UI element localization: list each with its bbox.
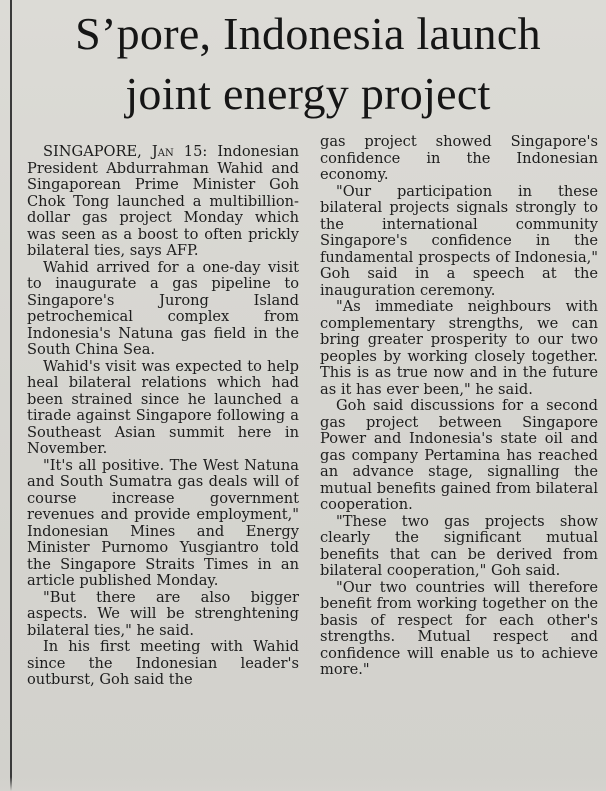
paper-edge	[0, 777, 606, 791]
headline-line-2: joint energy project	[125, 68, 491, 119]
dateline: SINGAPORE, Jan 15:	[43, 144, 208, 160]
paragraph: Wahid's visit was expected to help heal bilateral relations which had been strained since he launched a tirade against Singapore following a Southeast Asian summit here in November.	[27, 357, 299, 457]
paragraph: "But there are also bigger aspects. We will be strenghtening bilateral ties," he said.	[27, 588, 299, 639]
article-column-2	[320, 134, 598, 774]
paragraph: "Our two countries will therefore benefit from working together on the basis of respect for each other's strengths. Mutual respect and confidence will enable us to achieve more."	[320, 578, 598, 678]
paragraph: In his first meeting with Wahid since the Indonesian leader's outburst, Goh said the	[27, 638, 299, 688]
paragraph: "It's all positive. The West Natuna and South Sumatra gas deals will of course increase government revenues and provide employment," Indonesian Mines and Energy Minister Purnomo Yusgiantro told the Singapore Straits Times in an article published Monday.	[27, 456, 299, 589]
paragraph-text: Indonesian President Abdurrahman Wahid and Singaporean Prime Minister Goh Chok Tong launched a multibillion-dollar gas project Monday which was seen as a boost to often prickly bilateral ties, says AFP.	[27, 144, 299, 259]
paragraph: "Our participation in these bilateral projects signals strongly to the international community Singapore's confidence in the fundamental prospects of Indonesia," Goh said in a speech at the inauguration ceremony.	[320, 182, 598, 299]
paragraph: gas project showed Singapore's confidence in the Indonesian economy.	[320, 134, 598, 183]
headline	[18, 4, 598, 124]
paragraph: "These two gas projects show clearly the significant mutual benefits that can be derived from bilateral cooperation," Goh said.	[320, 512, 598, 579]
paragraph: Goh said discussions for a second gas project between Singapore Power and Indonesia's state oil and gas company Pertamina has reached an advance stage, signalling the mutual benefits gained from bilateral cooperation.	[320, 397, 598, 513]
paragraph	[27, 144, 299, 260]
headline-line-1: S’pore, Indonesia launch	[75, 8, 541, 59]
paragraph: "As immediate neighbours with complementary strengths, we can bring greater prosperity to our two peoples by working closely together. This is as true now and in the future as it has ever been," he said.	[320, 298, 598, 398]
column-rule	[10, 0, 12, 791]
paragraph: Wahid arrived for a one-day visit to inaugurate a gas pipeline to Singapore's Jurong Island petrochemical complex from Indonesia's Natuna gas field in the South China Sea.	[27, 258, 299, 358]
article-column-1	[27, 144, 299, 784]
